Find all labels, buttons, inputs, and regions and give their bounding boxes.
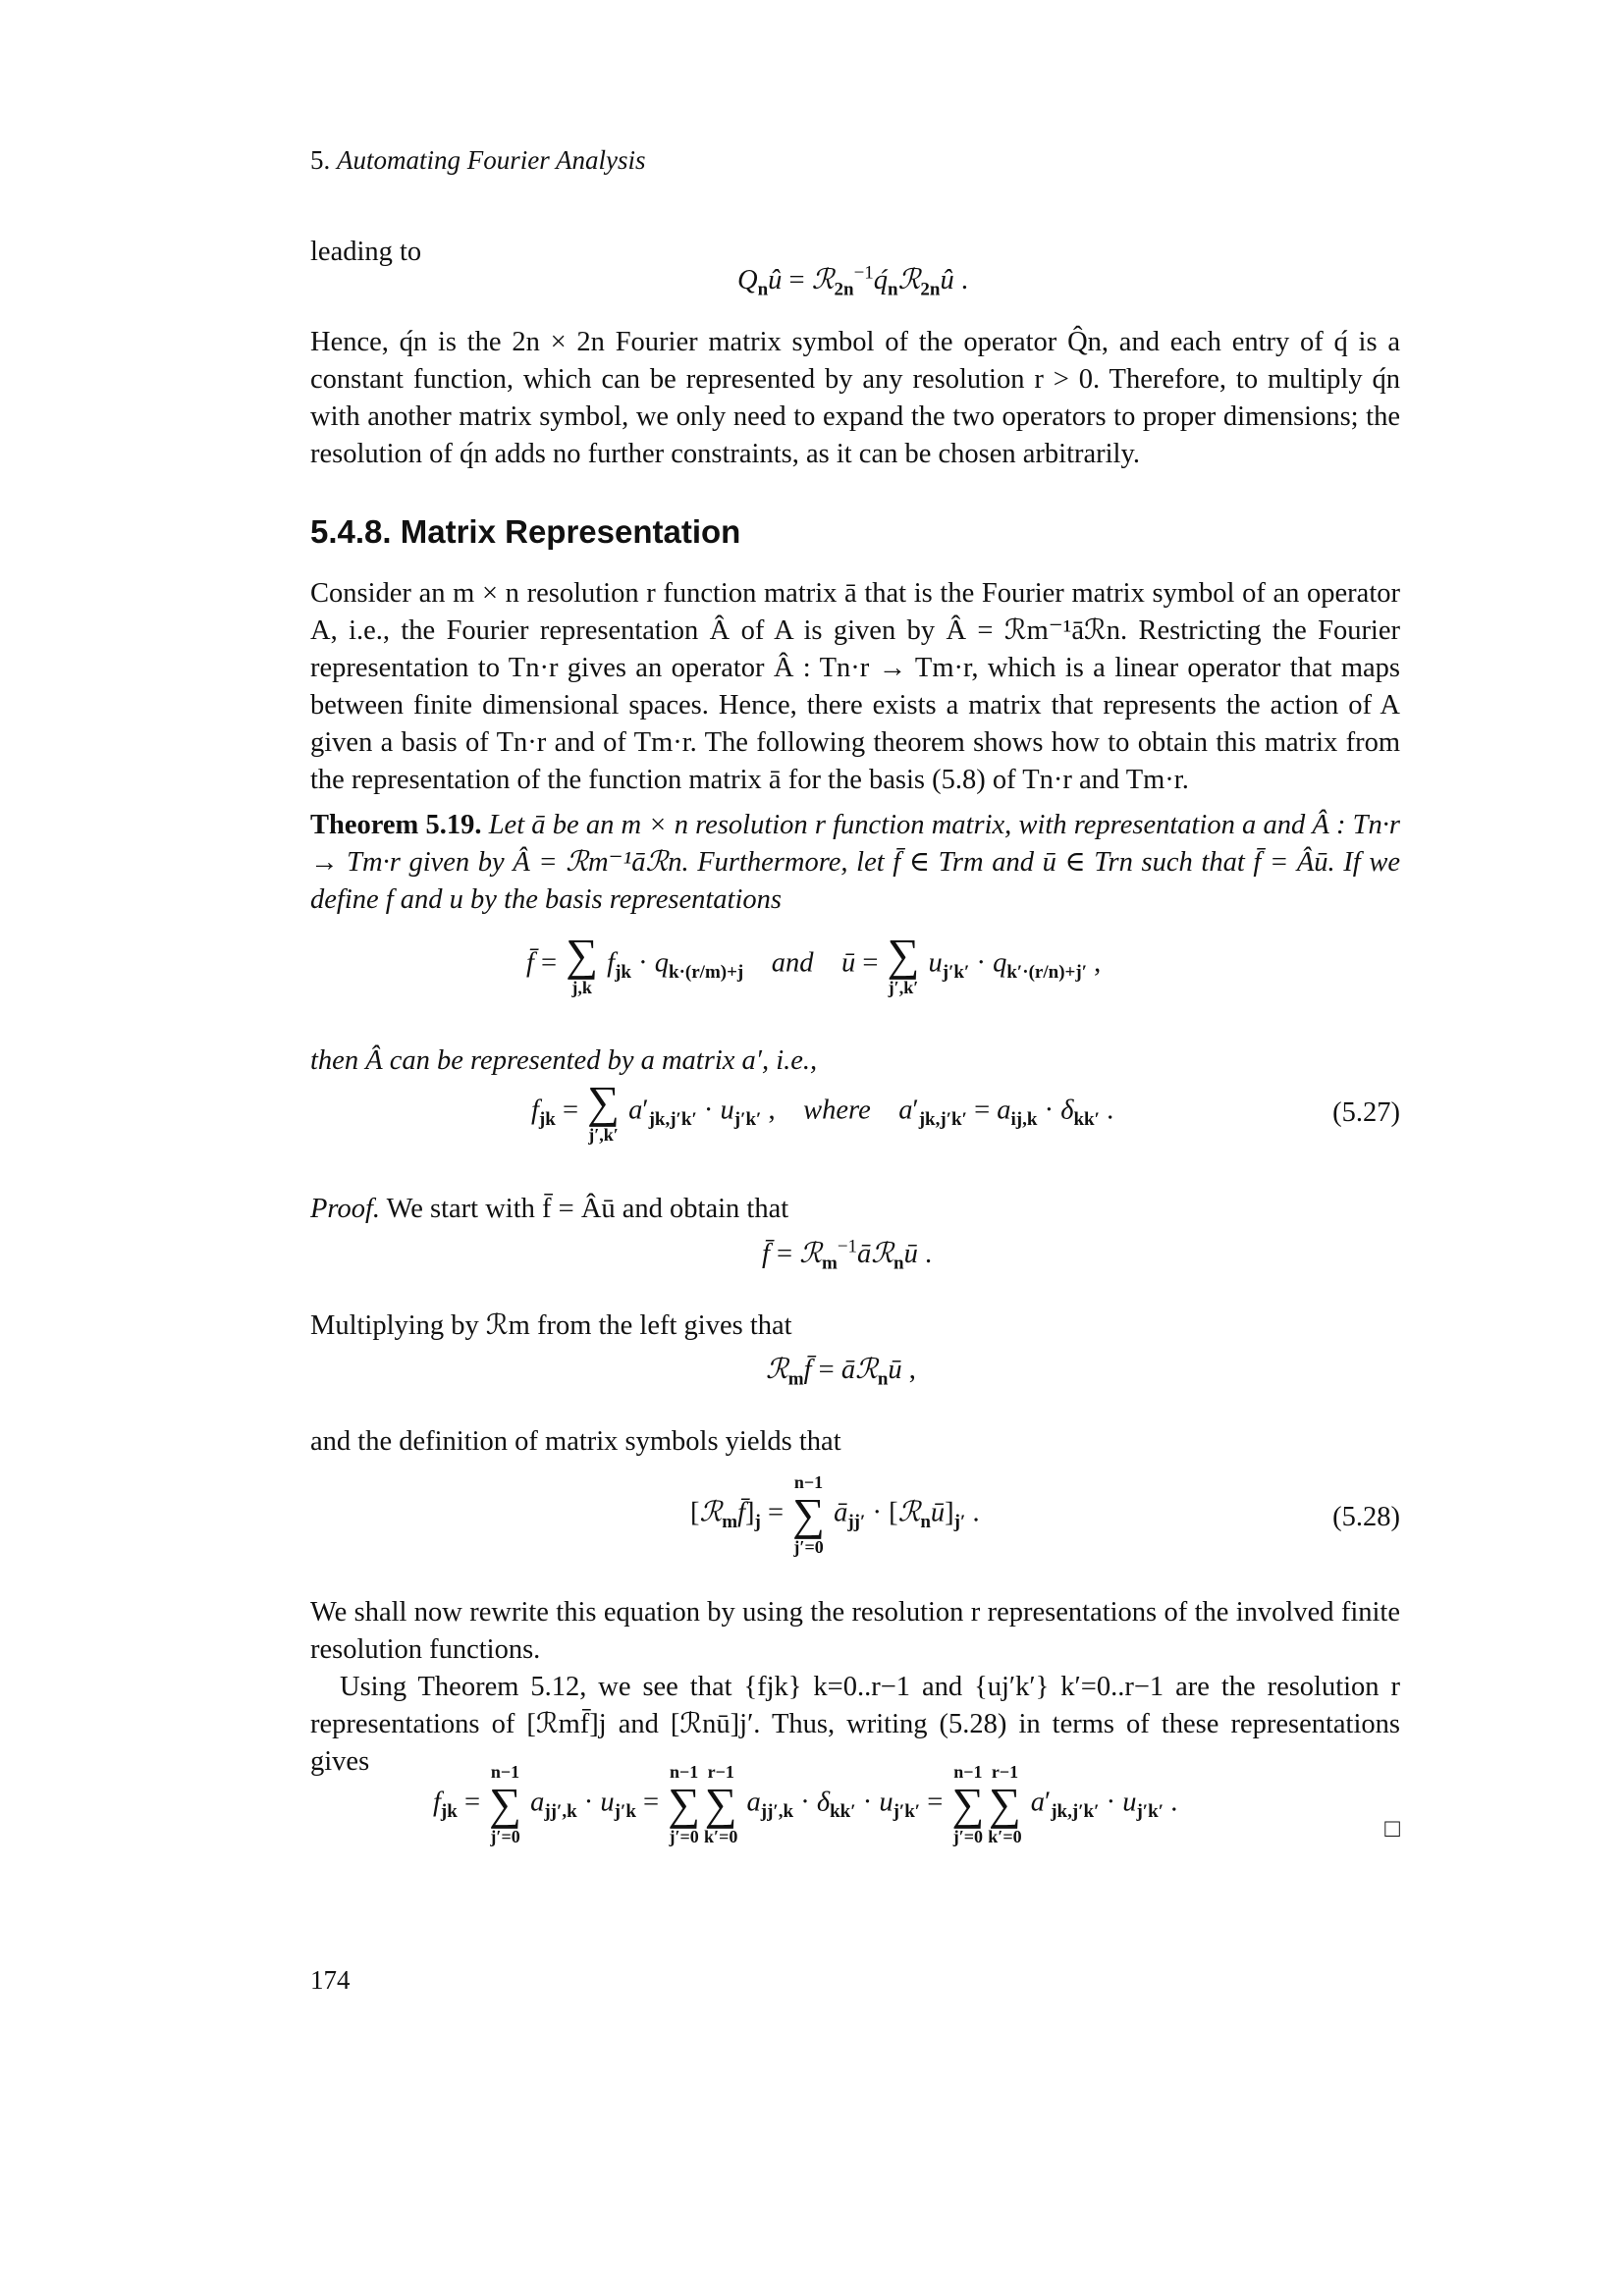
equation-basis: f̄ = ∑ j,k $f_{jk} \cdot q_{k\cdot(r/m)+j}$ and ū = ∑ j′,k′ $u_{j'k'} \cdot q_{k'\cdot(r/n)+j'}$ , — [526, 930, 1102, 997]
proof-label: Proof. — [310, 1194, 380, 1224]
paragraph-hence: Hence, q́n is the 2n × 2n Fourier matrix symbol of the operator Q̂n, and each entry of q́ is a constant function, which can be represented by any resolution r > 0. Therefore, to multiply q́n with another matrix symbol, we only need to expand the two operators to proper dimensions; the resolution of q́n adds no further constraints, as it can be chosen arbitrarily. — [310, 327, 1400, 469]
equation-f-bar: f̄ = ℛ$_m^{-1}$āℛ$_n$ū . — [762, 1236, 933, 1274]
multiplying-text: Multiplying by ℛm from the left gives that — [310, 1310, 792, 1341]
paragraph-consider: Consider an m × n resolution r function matrix ā that is the Fourier matrix symbol of an operator A, i.e., the Fourier representation Â of A is given by Â = ℛm⁻¹āℛn. Restricting the Fourier representation to Tn·r gives an operator Â : Tn·r → Tm·r, which is a linear operator that maps between finite dimensional spaces. Hence, there exists a matrix that represents the action of A given a basis of Tn·r and of Tm·r. The following theorem shows how to obtain this matrix from the representation of the function matrix ā for the basis (5.8) of Tn·r and Tm·r. — [310, 578, 1400, 795]
definition-text: and the definition of matrix symbols yields that — [310, 1426, 841, 1457]
equation-qn: $Q_nû$ = $ℛ_{2n}^{-1}q́_nℛ_{2n}û$ . — [737, 262, 968, 300]
section-heading: 5.4.8. Matrix Representation — [310, 513, 741, 550]
equation-5-27: $f_{jk}$ = ∑ j′,k′ $a'_{jk,j'k'} \cdot u_{j'k'}$ , where $a'_{jk,j'k'} = a_{ij,k} \cdot \delta_{kk'}$ . — [531, 1077, 1114, 1145]
then-line: then Â can be represented by a matrix a′, i.e., — [310, 1045, 818, 1076]
equation-rm-f: ℛ$_m$f̄ = āℛ$_n$ū , — [766, 1355, 916, 1390]
equation-5-28: $[ℛ_mf̄]_j$ = n−1 ∑ j′=0 $ā_{jj'}$ · $[ℛ_nū]_{j'}$ . — [690, 1472, 980, 1557]
leading-to-text: leading to — [310, 237, 422, 267]
theorem-5-19 — [310, 807, 1400, 919]
proof-text: We start with f̄ = Âū and obtain that — [386, 1194, 789, 1224]
qed-square-icon: □ — [1384, 1814, 1400, 1842]
running-head — [310, 145, 646, 176]
theorem-text: Let ā be an m × n resolution r function matrix, with representation a and Â : Tn·r → Tm·r given by Â = ℛm⁻¹āℛn. Furthermore, let f̄ ∈ Trm and ū ∈ Trn such that f̄ = Âū. If we define f and u by the basis representations — [310, 810, 1401, 915]
paragraph-rewrite: We shall now rewrite this equation by using the resolution r representations of the involved finite resolution functions. — [310, 1597, 1400, 1665]
paragraph-using: Using Theorem 5.12, we see that {fjk} k=0..r−1 and {uj′k′} k′=0..r−1 are the resolution r representations of [ℛmf̄]j and [ℛnū]j′. Thus, writing (5.28) in terms of these representations gives — [310, 1672, 1400, 1777]
proof-start — [310, 1191, 1400, 1228]
theorem-label: Theorem 5.19. — [310, 810, 482, 840]
page-number: 174 — [310, 1965, 351, 1995]
equation-number-5-28: (5.28) — [1332, 1502, 1400, 1532]
chapter-title: Automating Fourier Analysis — [337, 145, 646, 175]
equation-number-5-27: (5.27) — [1332, 1097, 1400, 1128]
chapter-number: 5. — [310, 145, 331, 175]
equation-final: $f_{jk}$ = n−1 ∑ j′=0 $a_{jj',k} \cdot u_{j'k}$ = n−1 ∑ j′=0 r−1 ∑ k′=0 $a_{jj',k} \cdot \delta_{kk'} \cdot u_{j'k'}$ = n−1 ∑ j′=0 r−1 ∑ k′=0 $a'_{jk,j'k'} \cdot u_{j'k'}$ . — [433, 1762, 1178, 1846]
